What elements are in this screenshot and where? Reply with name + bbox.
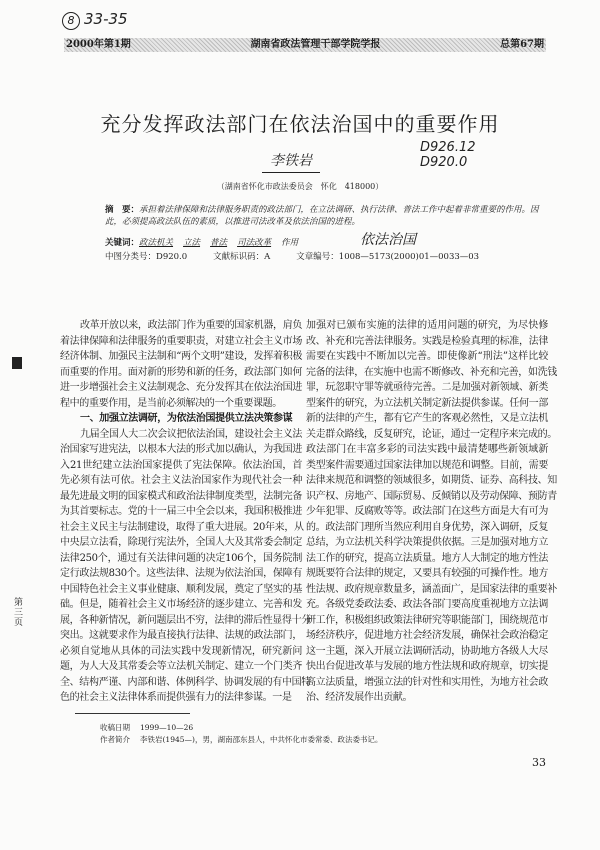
classification-line <box>105 252 505 263</box>
handwritten-class-2: D920.0 <box>420 155 468 170</box>
text-line: 经济体制、加强民主法制和“两个文明”建设，发挥着积极 <box>60 351 302 362</box>
text-line: 罪，玩忽职守罪等就亟待完善。二是加强对新领域、新类 <box>306 382 548 393</box>
abstract <box>105 204 545 228</box>
text-line: 少年犯罪、反腐败等等。政法部门在这些方面是大有可为 <box>306 506 548 517</box>
body-column-right <box>306 318 557 706</box>
text-line: 色的社会主义法律体系而提供强有力的法律参谋。一是 <box>60 692 292 703</box>
text-line: 快出台促进改革与发展的地方性法规和政府规章，切实提 <box>306 661 548 672</box>
text-line: 充。各级党委政法委、政法各部门要高度重视地方立法调 <box>306 599 548 610</box>
abstract-text: 承担着法律保障和法律服务职责的政法部门，在立法调研、执行法律、普法工作中起着非常重要的作用。因此，必须提高政法队伍的素质，以推进司法改革及依法治国的进程。 <box>105 205 539 227</box>
body-column-left <box>60 318 311 706</box>
page-number: 33 <box>532 756 546 769</box>
keyword: 政法机关 <box>139 238 174 248</box>
footnotes <box>100 722 382 746</box>
text-line: 关走群众路线，反复研究，论证，通过一定程序来完成的。 <box>306 428 557 440</box>
text-line: 改、补充和完善法律服务。实践是检验真理的标准，法律 <box>306 335 548 347</box>
affiliation: （湖南省怀化市政法委员会 怀化 418000） <box>216 182 384 191</box>
text-line: 改革开放以来，政法部门作为重要的国家机器，肩负 <box>80 320 302 331</box>
scan-mark <box>12 357 22 369</box>
text-line: 中央层立法看，除现行宪法外，全国人大及其常委会制定 <box>60 537 302 548</box>
text-line: 为其首要标志。党的十一届三中全会以来，我国积极推进 <box>60 506 302 517</box>
text-line: 性法规、政府规章数量多，涵盖面广，是国家法律的重要补 <box>306 583 557 595</box>
keyword: 普法 <box>210 238 228 248</box>
text-line: 全、结构严谨、内部和谐、体例科学、协调发展的有中国特 <box>60 676 311 688</box>
text-line: 加强对已颁布实施的法律的适用问题的研究，为尽快修 <box>306 320 548 331</box>
text-line: 最先进最文明的国家模式和政治法律制度类型，法制完备 <box>60 490 302 502</box>
text-line: 治、经济发展作出贡献。 <box>306 692 413 703</box>
side-margin-text: 第三页 <box>14 598 24 628</box>
text-line: 而重要的作用。面对新的形势和新的任务，政法部门如何 <box>60 366 302 378</box>
text-line: 中国特色社会主义事业健康、顺利发展，奠定了坚实的基 <box>60 583 302 595</box>
header-total: 总第67期 <box>500 39 544 50</box>
text-line: 高立法质量，增强立法的针对性和实用性，为地方社会政 <box>306 676 548 688</box>
handwritten-class-1: D926.12 <box>420 140 476 155</box>
text-line: 规既要符合法律的规定，又要具有较强的可操作性。地方 <box>306 568 548 579</box>
text-line: 新的法律的产生，都有它产生的客观必然性，又是立法机 <box>306 413 548 424</box>
handwritten-pages: 33-35 <box>84 10 128 28</box>
text-line: 研工作，积极组织政策法律研究等职能部门，围绕规范市 <box>306 614 548 626</box>
text-line: 治国家写进宪法，以根本大法的形式加以确认，为我国进 <box>60 444 302 455</box>
text-line: 总结，为立法机关科学决策提供依据。三是加强对地方立 <box>306 537 548 548</box>
text-line: 程中的重要作用，是当前必须解决的一个重要课题。 <box>60 397 282 409</box>
text-line: 必须自觉地从具体的司法实践中发现新情况，研究新问 <box>60 645 302 657</box>
handwritten-page-range <box>62 10 128 30</box>
footnote-divider <box>75 713 190 714</box>
text-line: 识产权、房地产、国际贸易、反倾销以及劳动保障、预防青 <box>306 490 557 502</box>
handwritten-keyword: 依法治国 <box>360 232 416 248</box>
text-line: 完备的法律，在实施中也需不断修改、补充和完善，如洗钱 <box>306 366 557 378</box>
text-line: 这一主题，深入开展立法调研活动，协助地方各级人大尽 <box>306 645 548 657</box>
section-heading: 一、加强立法调研，为依法治国提供立法决策参谋 <box>80 413 293 424</box>
clc-number: 中图分类号：D920.0 <box>105 252 188 262</box>
text-line: 九届全国人大二次会议把依法治国，建设社会主义法 <box>80 428 302 440</box>
handwritten-circled-number: 8 <box>62 12 80 30</box>
keywords-label: 关键词： <box>105 238 140 248</box>
keyword: 司法改革 <box>237 238 272 248</box>
running-header <box>64 38 546 52</box>
text-line: 需要在实践中不断加以完善。即使像新“刑法”这样比较 <box>306 351 548 362</box>
document-code: 文献标识码：A <box>213 252 271 262</box>
keyword: 立法 <box>183 238 201 248</box>
text-line: 社会主义民主与法制建设，取得了重大进展。20年来，从 <box>60 521 304 533</box>
text-line: 突出。这就要求作为最直接执行法律、法规的政法部门， <box>60 630 302 641</box>
header-journal: 湖南省政法管理干部学院学报 <box>250 39 381 50</box>
author-name: 李铁岩 <box>262 150 320 173</box>
text-line: 进一步增强社会主义法制观念、充分发挥其在依法治国进 <box>60 382 302 393</box>
text-line: 法律250个，通过有关法律问题的决定106个，国务院制 <box>60 552 302 564</box>
text-line: 政法部门在丰富多彩的司法实践中最清楚哪些新领域新 <box>306 444 548 455</box>
received-date: 1999—10—26 <box>140 723 194 732</box>
text-line: 先必须有法可依。社会主义法治国家作为现代社会一种 <box>60 475 302 486</box>
text-line: 的。政法部门理所当然应利用自身优势，深入调研，反复 <box>306 521 548 533</box>
received-label: 收稿日期 <box>100 723 130 732</box>
article-title: 充分发挥政法部门在依法治国中的重要作用 <box>100 112 500 136</box>
header-issue: 2000年第1期 <box>66 39 131 50</box>
text-line: 定行政法规830个。这些法律、法规为依法治国，保障有 <box>60 568 302 579</box>
text-line: 法律来规范和调整的领域很多，如期货、证券、高科技、知 <box>306 475 557 486</box>
article-number: 文章编号：1008—5173(2000)01—0033—03 <box>296 252 480 262</box>
text-line: 场经济秩序，促进地方社会经济发展，确保社会政治稳定 <box>306 630 548 641</box>
text-line: 础。但是，随着社会主义市场经济的逐步建立、完善和发 <box>60 599 302 610</box>
text-line: 展，各种新情况，新问题层出不穷，法律的滞后性显得十分 <box>60 614 311 626</box>
text-line: 着法律保障和法律服务的重要职责，对建立社会主义市场 <box>60 335 302 347</box>
text-line: 法工作的研究，提高立法质量。地方人大制定的地方性法 <box>306 552 548 564</box>
text-line: 型案件的研究，为立法机关制定新法提供参谋。任何一部 <box>306 397 548 409</box>
abstract-label: 摘 要： <box>105 205 140 215</box>
text-line: 类型案件需要通过国家法律加以规范和调整。目前，需要 <box>306 459 548 471</box>
text-line: 题，为人大及其常委会等立法机关制定、建立一个门类齐 <box>60 661 302 672</box>
author-bio: 李铁岩(1945—)，男，湖南邵东县人，中共怀化市委常委、政法委书记。 <box>140 735 383 744</box>
keywords <box>105 238 308 249</box>
handwritten-class-codes <box>420 140 476 170</box>
bio-label: 作者简介 <box>100 735 130 744</box>
text-line: 入21世纪建立法治国家提供了宪法保障。依法治国，首 <box>60 459 302 471</box>
keyword: 作用 <box>281 238 299 248</box>
